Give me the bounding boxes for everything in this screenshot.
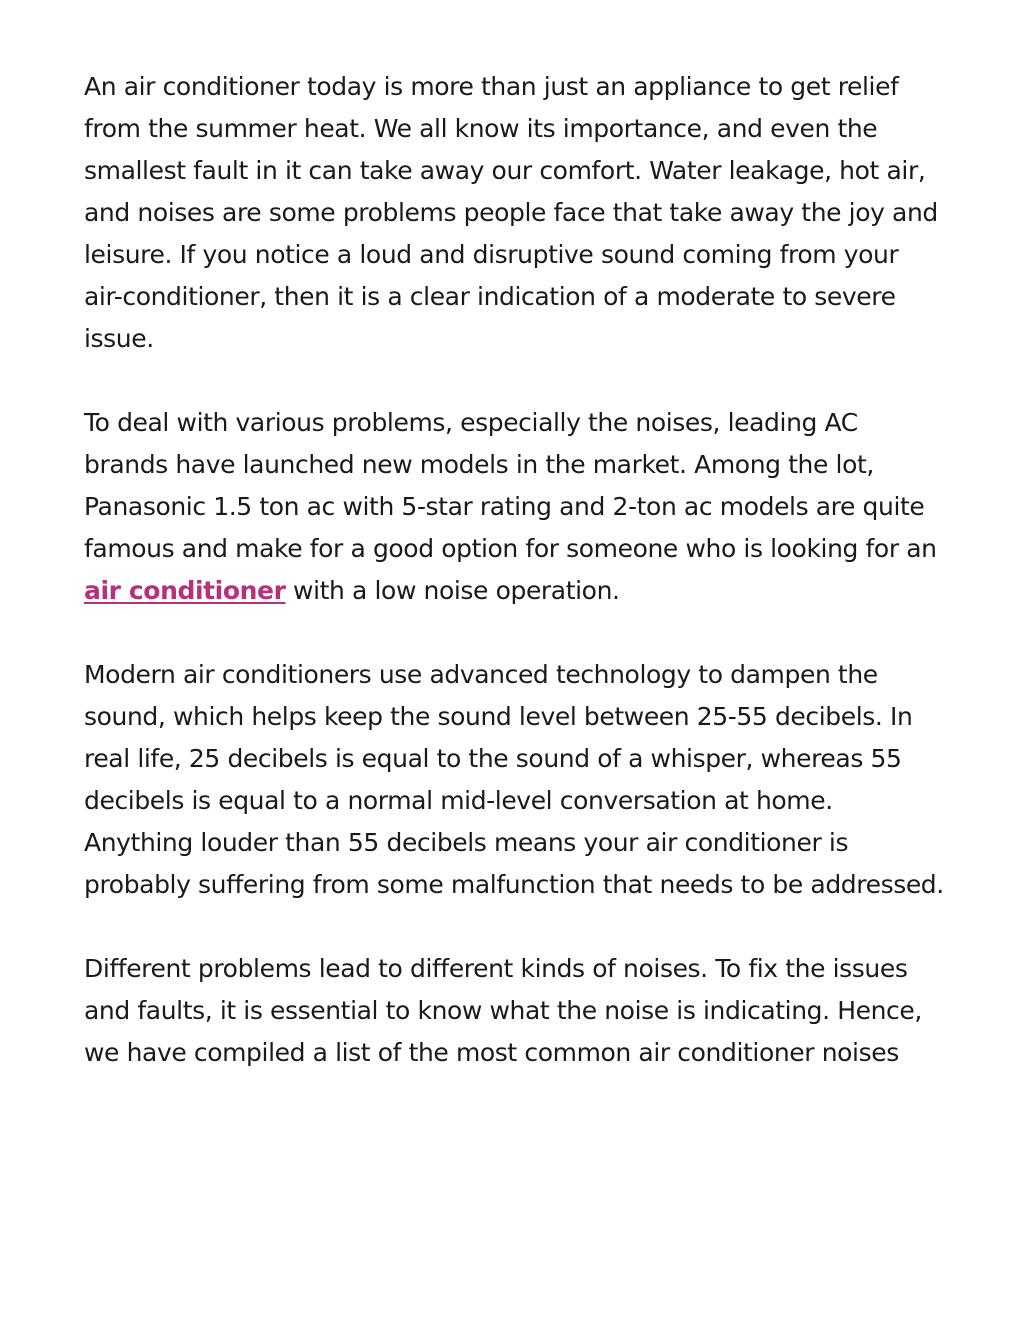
paragraph-brands-text-start: To deal with various problems, especially the noises, leading AC brands have launched new models in the market. Among the lot, Panasonic 1.5 ton ac with 5-star rating and 2-ton ac models are quite famous and make for a good option for someone who is looking for an bbox=[84, 408, 937, 563]
paragraph-decibels: Modern air conditioners use advanced technology to dampen the sound, which helps keep the sound level between 25-55 decibels. In real life, 25 decibels is equal to the sound of a whisper, whereas 55 decibels is equal to a normal mid-level conversation at home. Anything louder than 55 decibels means your air conditioner is probably suffering from some malfunction that needs to be addressed. bbox=[84, 660, 944, 899]
paragraph-noises: Different problems lead to different kinds of noises. To fix the issues and faults, it is essential to know what the noise is indicating. Hence, we have compiled a list of the most common air conditioner noises bbox=[84, 954, 922, 1067]
paragraph-brands bbox=[84, 402, 944, 612]
article-body bbox=[84, 66, 944, 1116]
paragraph-brands-text-end: with a low noise operation. bbox=[285, 576, 620, 605]
paragraph-intro: An air conditioner today is more than just an appliance to get relief from the summer heat. We all know its importance, and even the smallest fault in it can take away our comfort. Water leakage, hot air, and noises are some problems people face that take away the joy and leisure. If you notice a loud and disruptive sound coming from your air-conditioner, then it is a clear indication of a moderate to severe issue. bbox=[84, 72, 938, 353]
air-conditioner-link[interactable]: air conditioner bbox=[84, 576, 286, 605]
